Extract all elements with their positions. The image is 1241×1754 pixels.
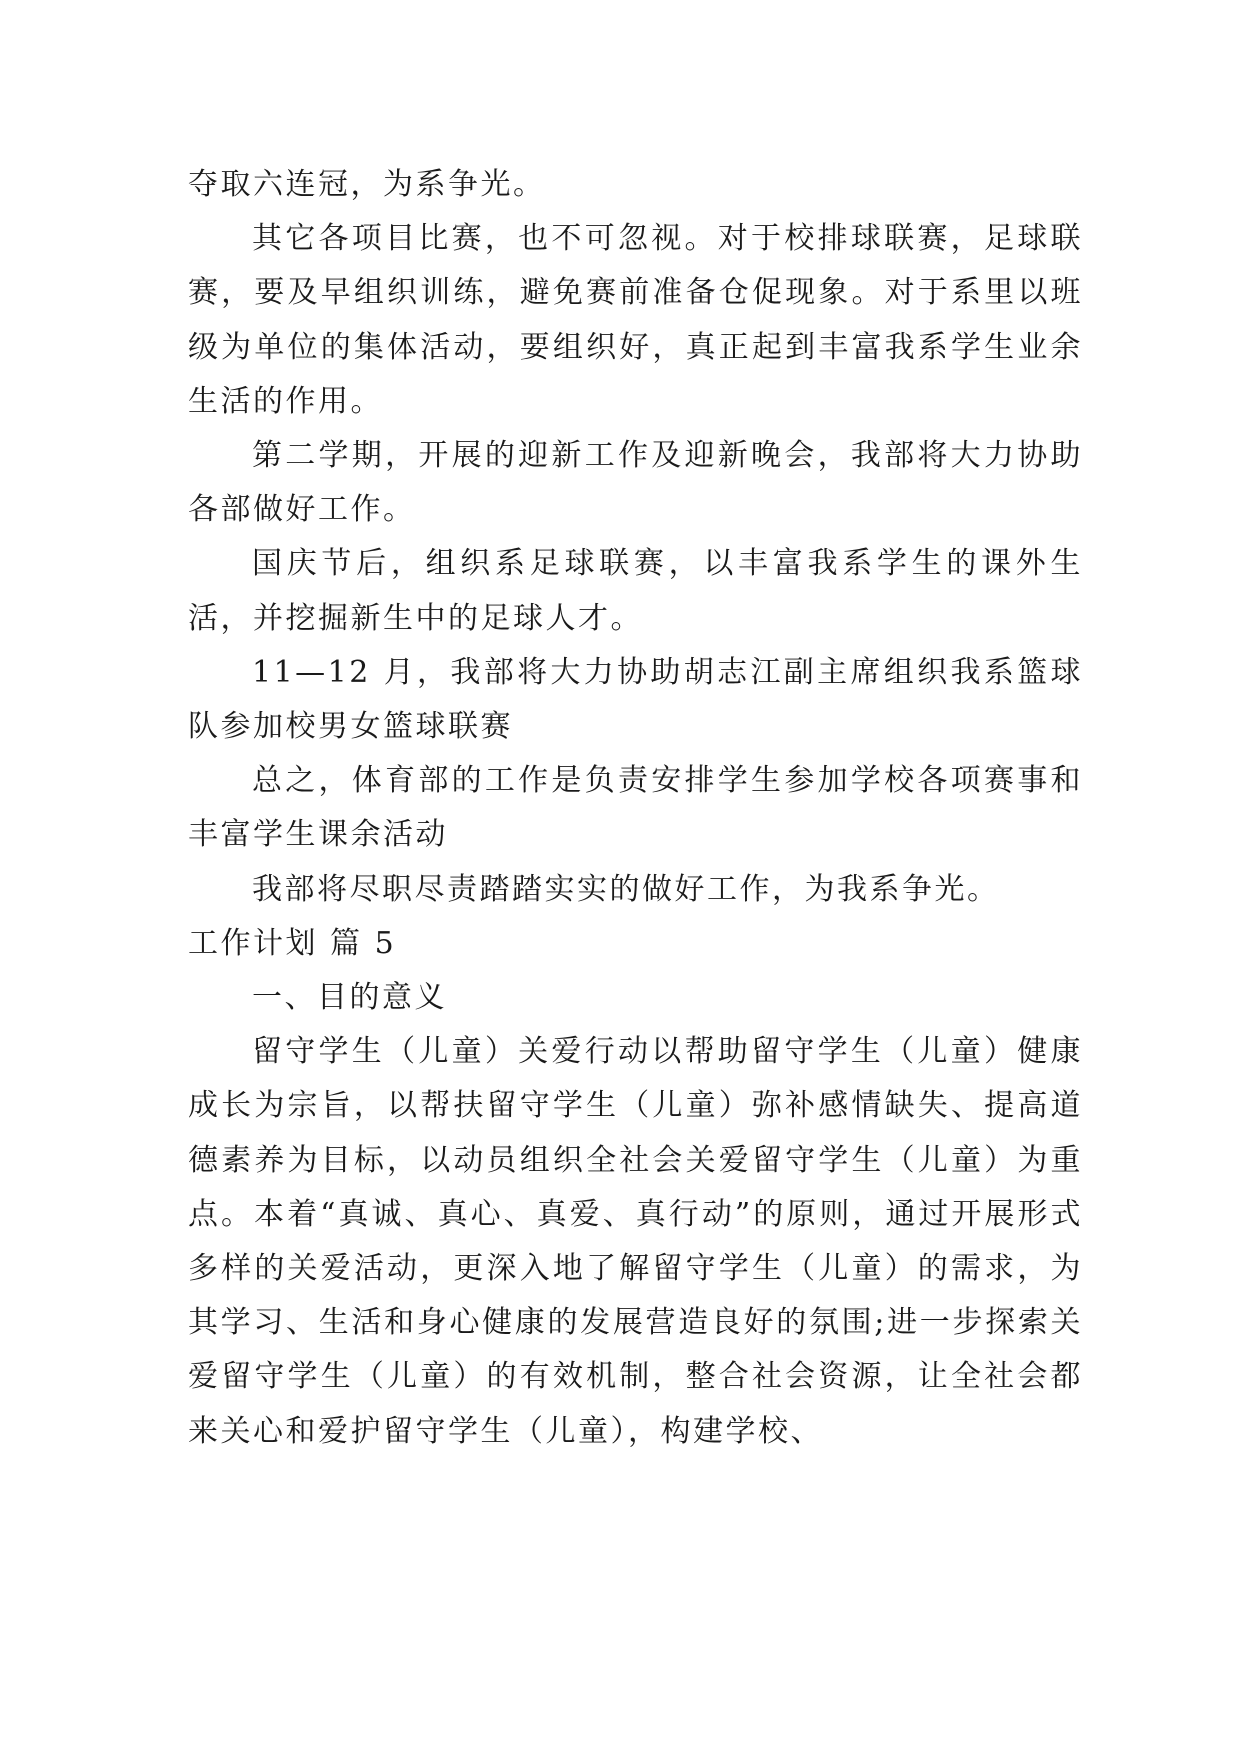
document-body	[188, 158, 1083, 1459]
paragraph-1: 夺取六连冠，为系争光。	[188, 167, 546, 202]
paragraph-7: 我部将尽职尽责踏踏实实的做好工作，为我系争光。	[252, 871, 1000, 907]
paragraph-6: 总之，体育部的工作是负责安排学生参加学校各项赛事和丰富学生课余活动	[188, 763, 1083, 853]
paragraph-4: 国庆节后，组织系足球联赛，以丰富我系学生的课外生活，并挖掘新生中的足球人才。	[188, 546, 1083, 636]
paragraph-3: 第二学期，开展的迎新工作及迎新晚会，我部将大力协助各部做好工作。	[188, 438, 1083, 528]
section-subheading: 一、目的意义	[252, 980, 447, 1016]
paragraph-5: 11—12 月，我部将大力协助胡志江副主席组织我系篮球队参加校男女篮球联赛	[188, 654, 1083, 745]
section-paragraph-1: 留守学生（儿童）关爱行动以帮助留守学生（儿童）健康成长为宗旨，以帮扶留守学生（儿童）弥补感情缺失、提高道德素养为目标，以动员组织全社会关爱留守学生（儿童）为重点。本着“真诚、真心、真爱、真行动”的原则，通过开展形式多样的关爱活动，更深入地了解留守学生（儿童）的需求，为其学习、生活和身心健康的发展营造良好的氛围;进一步探索关爱留守学生（儿童）的有效机制，整合社会资源，让全社会都来关心和爱护留守学生（儿童），构建学校、	[188, 1034, 1083, 1449]
paragraph-2: 其它各项目比赛，也不可忽视。对于校排球联赛，足球联赛，要及早组织训练，避免赛前准备仓促现象。对于系里以班级为单位的集体活动，要组织好，真正起到丰富我系学生业余生活的作用。	[188, 221, 1083, 419]
section-heading: 工作计划 篇 5	[188, 925, 397, 961]
